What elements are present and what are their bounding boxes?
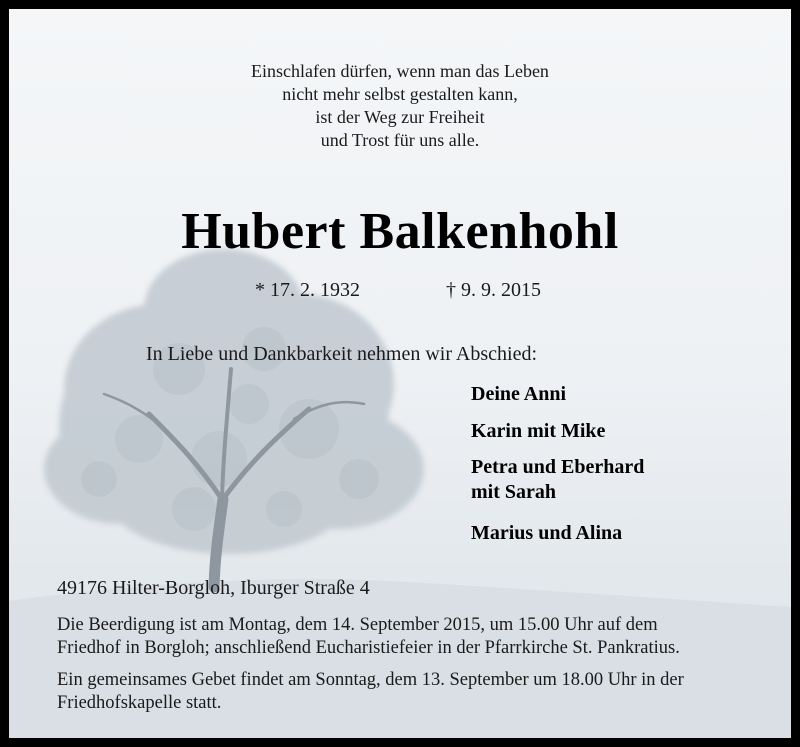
prayer-line: Ein gemeinsames Gebet findet am Sonntag, dem 13. September um 18.00 Uhr in der — [57, 670, 684, 690]
prayer-line: Friedhofskapelle statt. — [57, 693, 222, 713]
funeral-details — [57, 614, 767, 660]
farewell-text: In Liebe und Dankbarkeit nehmen wir Abschied: — [146, 343, 537, 365]
mourner-line: Deine Anni — [471, 383, 567, 405]
mourner-line: Karin mit Mike — [471, 420, 606, 442]
mourner-entry — [471, 419, 605, 444]
prayer-details — [57, 669, 767, 715]
mourner-entry — [471, 382, 566, 407]
mourner-line: Petra und Eberhard — [471, 456, 645, 478]
mourner-line: mit Sarah — [471, 481, 556, 503]
mourner-entry — [471, 455, 644, 505]
address: 49176 Hilter-Borgloh, Iburger Straße 4 — [57, 577, 370, 599]
funeral-line: Die Beerdigung ist am Montag, dem 14. September 2015, um 15.00 Uhr auf dem — [57, 615, 658, 635]
mourner-line: Marius und Alina — [471, 522, 623, 544]
birth-date: * 17. 2. 1932 — [255, 279, 360, 301]
deceased-name: Hubert Balkenhohl — [181, 203, 619, 260]
poem-line: ist der Weg zur Freiheit — [315, 107, 485, 127]
poem-line: Einschlafen dürfen, wenn man das Leben — [251, 61, 549, 81]
funeral-line: Friedhof in Borgloh; anschließend Eucharistiefeier in der Pfarrkirche St. Pankratius. — [57, 638, 680, 658]
death-date: † 9. 9. 2015 — [446, 279, 541, 301]
poem-line: und Trost für uns alle. — [320, 130, 480, 150]
mourner-entry — [471, 521, 622, 546]
poem — [9, 60, 791, 152]
poem-line: nicht mehr selbst gestalten kann, — [282, 84, 518, 104]
